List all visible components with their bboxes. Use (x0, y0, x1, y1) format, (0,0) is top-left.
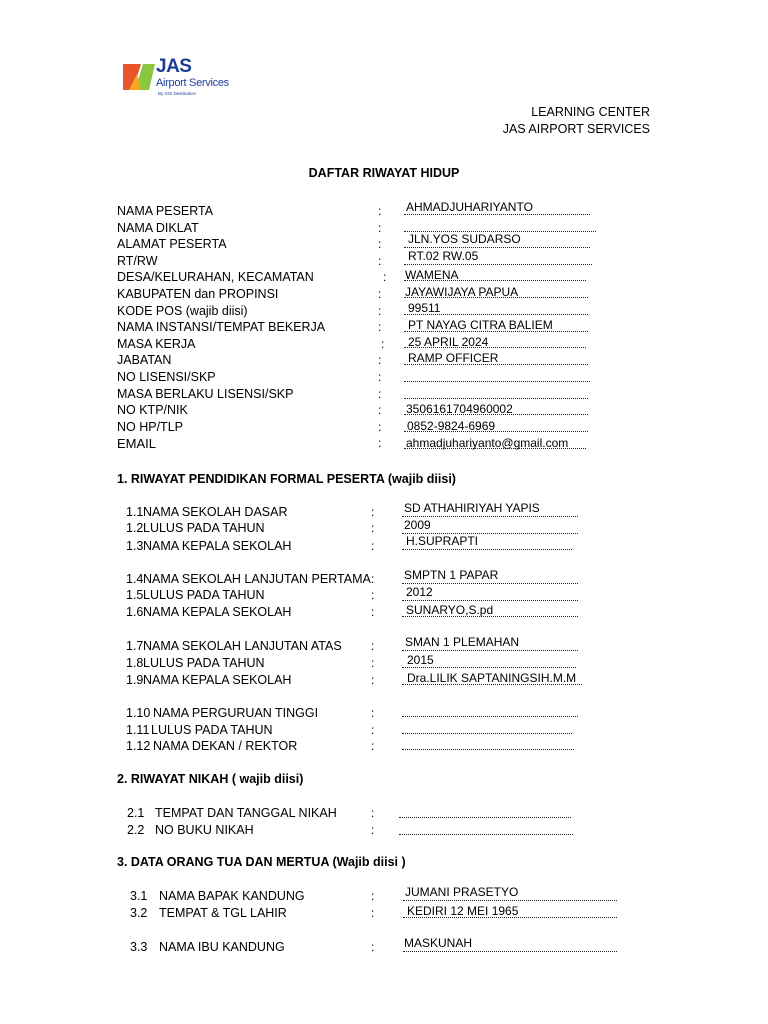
marriage-label: NO BUKU NIKAH (155, 823, 254, 837)
education-colon: : (371, 505, 375, 519)
field-label: NO LISENSI/SKP (117, 370, 216, 384)
education-label: NAMA DEKAN / REKTOR (153, 739, 298, 753)
document-title: DAFTAR RIWAYAT HIDUP (308, 166, 460, 180)
parent-label: TEMPAT & TGL LAHIR (159, 906, 287, 920)
field-value: RT.02 RW.05 (408, 249, 479, 263)
jas-logo-mark-icon (123, 60, 155, 90)
education-colon: : (371, 739, 375, 753)
education-value: 2012 (406, 585, 433, 599)
field-dotted-line (404, 398, 588, 399)
field-colon: : (378, 204, 382, 218)
field-dotted-line (404, 214, 590, 215)
logo-name: JAS (156, 56, 192, 77)
section-2-heading (117, 772, 303, 786)
section-1-note: (wajib diisi) (387, 472, 456, 486)
field-dotted-line (404, 264, 592, 265)
section-3-title: 3. DATA ORANG TUA DAN MERTUA (117, 855, 330, 869)
field-value: RAMP OFFICER (408, 351, 499, 365)
education-colon: : (371, 539, 375, 553)
field-dotted-line (404, 314, 588, 315)
parent-number: 3.3 (130, 940, 148, 954)
field-value: PT NAYAG CITRA BALIEM (408, 318, 553, 332)
field-colon: : (381, 337, 385, 351)
education-dotted-line (402, 583, 578, 584)
education-value: SMPTN 1 PAPAR (404, 568, 499, 582)
education-colon: : (371, 673, 375, 687)
marriage-number: 2.2 (127, 823, 145, 837)
field-label: NAMA DIKLAT (117, 221, 199, 235)
field-dotted-line (404, 414, 588, 415)
education-colon: : (371, 656, 375, 670)
education-number: 1.6 (126, 605, 144, 619)
field-dotted-line (404, 247, 590, 248)
education-label: NAMA KEPALA SEKOLAH (143, 673, 292, 687)
education-number: 1.7 (126, 639, 144, 653)
field-dotted-line (404, 381, 590, 382)
parent-number: 3.1 (130, 889, 148, 903)
parent-value: KEDIRI 12 MEI 1965 (407, 904, 519, 918)
education-colon: : (371, 605, 375, 619)
field-label: NAMA INSTANSI/TEMPAT BEKERJA (117, 320, 326, 334)
education-label: NAMA KEPALA SEKOLAH (143, 539, 292, 553)
field-colon: : (378, 254, 382, 268)
section-3-note: (Wajib diisi ) (332, 855, 406, 869)
education-colon: : (371, 639, 375, 653)
education-label: NAMA SEKOLAH DASAR (143, 505, 288, 519)
education-label: NAMA PERGURUAN TINGGI (153, 706, 319, 720)
education-colon: : (371, 588, 375, 602)
field-label: EMAIL (117, 436, 157, 451)
parent-value: JUMANI PRASETYO (405, 885, 519, 899)
marriage-colon: : (371, 823, 375, 837)
education-number: 1.12 (126, 739, 151, 753)
parent-label: NAMA IBU KANDUNG (159, 940, 285, 954)
education-number: 1.9 (126, 673, 144, 687)
logo-tagline: By GIS Destination (158, 91, 197, 96)
marriage-dotted-line (399, 834, 573, 835)
education-colon: : (371, 521, 375, 535)
field-value: 0852-9824-6969 (407, 419, 496, 433)
field-colon: : (378, 403, 382, 417)
education-value: H.SUPRAPTI (406, 534, 479, 548)
field-dotted-line (404, 431, 588, 432)
field-label: KABUPATEN dan PROPINSI (117, 287, 279, 301)
jas-logo (123, 58, 243, 100)
education-dotted-line (402, 650, 578, 651)
education-dotted-line (402, 667, 576, 668)
marriage-number: 2.1 (127, 806, 145, 820)
education-number: 1.10 (126, 706, 151, 720)
education-dotted-line (402, 749, 574, 750)
field-colon: : (378, 370, 382, 384)
education-label: LULUS PADA TAHUN (143, 588, 265, 602)
education-number: 1.1 (126, 505, 144, 519)
field-label: ALAMAT PESERTA (117, 237, 227, 251)
parent-label: NAMA BAPAK KANDUNG (159, 889, 305, 903)
parent-colon: : (371, 889, 375, 903)
education-number: 1.8 (126, 656, 144, 670)
header-line-2: JAS AIRPORT SERVICES (502, 122, 650, 136)
field-dotted-line (404, 347, 586, 348)
education-label: LULUS PADA TAHUN (143, 521, 265, 535)
field-dotted-line (404, 297, 588, 298)
field-label: NO HP/TLP (117, 420, 183, 434)
parent-dotted-line (403, 900, 617, 901)
education-label: LULUS PADA TAHUN (151, 723, 273, 737)
field-colon: : (378, 287, 382, 301)
field-label: MASA BERLAKU LISENSI/SKP (117, 387, 294, 401)
section-1-title: 1. RIWAYAT PENDIDIKAN FORMAL PESERTA (117, 472, 385, 486)
field-dotted-line (404, 448, 586, 449)
field-dotted-line (404, 364, 588, 365)
field-dotted-line (404, 280, 586, 281)
field-colon: : (378, 436, 382, 450)
parent-number: 3.2 (130, 906, 148, 920)
education-number: 1.5 (126, 588, 144, 602)
header-line-1: LEARNING CENTER (531, 105, 650, 119)
education-value: 2009 (404, 518, 431, 532)
logo-subtitle: Airport Services (156, 77, 229, 89)
field-colon: : (378, 237, 382, 251)
education-value: SD ATHAHIRIYAH YAPIS (404, 501, 540, 515)
education-dotted-line (402, 684, 582, 685)
education-number: 1.2 (126, 521, 144, 535)
field-label: NO KTP/NIK (117, 403, 188, 417)
marriage-dotted-line (399, 817, 571, 818)
education-dotted-line (402, 716, 578, 717)
education-label: NAMA SEKOLAH LANJUTAN PERTAMA (143, 572, 371, 586)
field-value: ahmadjuhariyanto@gmail.com (406, 436, 569, 450)
education-value: SUNARYO,S.pd (406, 603, 494, 617)
parent-dotted-line (403, 917, 617, 918)
section-2-note: ( wajib diisi) (231, 772, 304, 786)
education-dotted-line (402, 616, 578, 617)
education-colon: : (371, 723, 375, 737)
field-colon: : (378, 387, 382, 401)
field-label: MASA KERJA (117, 337, 196, 351)
field-dotted-line (404, 331, 588, 332)
field-value: JLN.YOS SUDARSO (408, 232, 521, 246)
field-label: NAMA PESERTA (117, 204, 214, 218)
field-label: JABATAN (117, 353, 172, 367)
education-colon: : (371, 572, 375, 586)
field-colon: : (378, 420, 382, 434)
field-value: WAMENA (405, 268, 459, 282)
field-colon: : (378, 304, 382, 318)
marriage-colon: : (371, 806, 375, 820)
parent-value: MASKUNAH (404, 936, 473, 950)
education-number: 1.11 (126, 723, 150, 737)
education-value: SMAN 1 PLEMAHAN (405, 635, 520, 649)
field-value: JAYAWIJAYA PAPUA (405, 285, 519, 299)
section-1-heading (117, 472, 456, 486)
parent-colon: : (371, 906, 375, 920)
field-label: DESA/KELURAHAN, KECAMATAN (117, 270, 314, 284)
education-colon: : (371, 706, 375, 720)
education-number: 1.4 (126, 572, 144, 586)
education-value: Dra.LILIK SAPTANINGSIH.M.M (407, 671, 577, 685)
education-dotted-line (402, 600, 578, 601)
education-dotted-line (402, 549, 572, 550)
field-label: RT/RW (117, 254, 158, 268)
section-2-title: 2. RIWAYAT NIKAH (117, 772, 229, 786)
marriage-label: TEMPAT DAN TANGGAL NIKAH (155, 806, 337, 820)
field-colon: : (378, 221, 382, 235)
field-value: 3506161704960002 (406, 402, 513, 416)
parent-colon: : (371, 940, 375, 954)
field-value: AHMADJUHARIYANTO (406, 200, 533, 214)
education-label: LULUS PADA TAHUN (143, 656, 265, 670)
field-colon: : (383, 270, 387, 284)
field-label: KODE POS (wajib diisi) (117, 304, 248, 318)
section-3-heading (117, 855, 406, 869)
parent-dotted-line (403, 951, 617, 952)
education-label: NAMA SEKOLAH LANJUTAN ATAS (143, 639, 342, 653)
education-number: 1.3 (126, 539, 144, 553)
field-value: 25 APRIL 2024 (408, 335, 489, 349)
education-value: 2015 (407, 653, 434, 667)
field-colon: : (378, 320, 382, 334)
field-value: 99511 (408, 301, 441, 315)
field-colon: : (378, 353, 382, 367)
education-dotted-line (402, 516, 578, 517)
education-dotted-line (402, 733, 572, 734)
education-label: NAMA KEPALA SEKOLAH (143, 605, 292, 619)
